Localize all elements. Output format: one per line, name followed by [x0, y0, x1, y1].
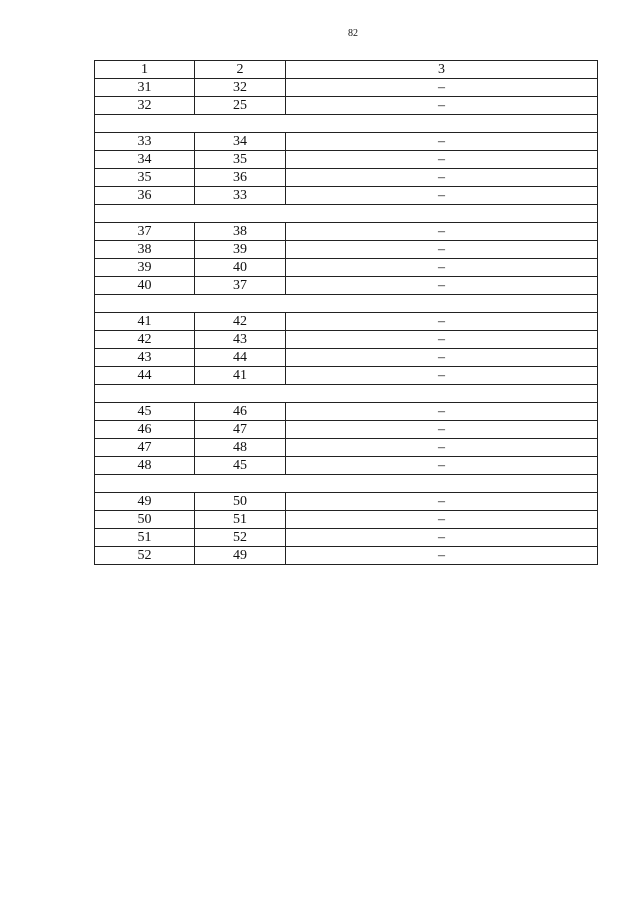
table-cell-col-2: 43: [195, 331, 286, 349]
table-cell-col-1: 45: [95, 403, 195, 421]
header-cell-3: 3: [286, 61, 598, 79]
table-row: [95, 241, 598, 259]
table-cell-col-1: 44: [95, 367, 195, 385]
table-cell-col-3: –: [286, 331, 598, 349]
table-cell-col-3: –: [286, 277, 598, 295]
table-cell-col-3: –: [286, 457, 598, 475]
table-header-row: [95, 61, 598, 79]
table-cell-col-1: 31: [95, 79, 195, 97]
table-cell-col-2: 45: [195, 457, 286, 475]
group-separator-row: [95, 295, 598, 313]
table-cell-col-1: 41: [95, 313, 195, 331]
group-separator-row: [95, 115, 598, 133]
table-cell-col-1: 35: [95, 169, 195, 187]
table-cell-col-2: 40: [195, 259, 286, 277]
table-cell-col-2: 39: [195, 241, 286, 259]
table-cell-col-1: 46: [95, 421, 195, 439]
table-cell-col-2: 51: [195, 511, 286, 529]
table-cell-col-3: –: [286, 151, 598, 169]
table-row: [95, 169, 598, 187]
table-cell-col-1: 43: [95, 349, 195, 367]
table-cell-col-1: 40: [95, 277, 195, 295]
table-cell-col-1: 33: [95, 133, 195, 151]
table-cell-col-1: 39: [95, 259, 195, 277]
table-body: [95, 61, 598, 565]
table-cell-col-1: 50: [95, 511, 195, 529]
table-cell-col-3: –: [286, 511, 598, 529]
table-cell-col-3: –: [286, 97, 598, 115]
table-row: [95, 421, 598, 439]
table-row: [95, 151, 598, 169]
table-cell-col-3: –: [286, 79, 598, 97]
table-cell-col-3: –: [286, 367, 598, 385]
table-row: [95, 367, 598, 385]
table-cell-col-3: –: [286, 223, 598, 241]
table-cell-col-2: 48: [195, 439, 286, 457]
table-cell-col-3: –: [286, 529, 598, 547]
table-cell-col-2: 50: [195, 493, 286, 511]
table-cell-col-1: 32: [95, 97, 195, 115]
table-cell-col-2: 44: [195, 349, 286, 367]
table-row: [95, 97, 598, 115]
table-cell-col-3: –: [286, 547, 598, 565]
page-number: 82: [348, 28, 358, 39]
table-cell-col-1: 51: [95, 529, 195, 547]
table-row: [95, 331, 598, 349]
table-cell-col-2: 49: [195, 547, 286, 565]
table-cell-col-1: 36: [95, 187, 195, 205]
group-separator-row: [95, 205, 598, 223]
table-cell-col-3: –: [286, 313, 598, 331]
table-cell-col-2: 33: [195, 187, 286, 205]
table-cell-col-3: –: [286, 133, 598, 151]
table-row: [95, 223, 598, 241]
table-cell-col-3: –: [286, 169, 598, 187]
table-cell-col-3: –: [286, 493, 598, 511]
table-cell-col-1: 37: [95, 223, 195, 241]
table-cell-col-2: 42: [195, 313, 286, 331]
table-row: [95, 493, 598, 511]
table-cell-col-1: 38: [95, 241, 195, 259]
table-cell-col-2: 36: [195, 169, 286, 187]
table-cell-col-1: 34: [95, 151, 195, 169]
table-cell-col-2: 32: [195, 79, 286, 97]
table-cell-col-3: –: [286, 349, 598, 367]
table-cell-col-1: 47: [95, 439, 195, 457]
table-row: [95, 187, 598, 205]
table-row: [95, 259, 598, 277]
table-cell-col-1: 48: [95, 457, 195, 475]
group-separator-cell: [95, 115, 598, 133]
group-separator-row: [95, 475, 598, 493]
table-row: [95, 529, 598, 547]
group-separator-cell: [95, 475, 598, 493]
header-cell-2: 2: [195, 61, 286, 79]
table-cell-col-3: –: [286, 187, 598, 205]
table-row: [95, 277, 598, 295]
table-cell-col-1: 52: [95, 547, 195, 565]
table-row: [95, 547, 598, 565]
table-cell-col-3: –: [286, 403, 598, 421]
table-row: [95, 79, 598, 97]
table-row: [95, 439, 598, 457]
header-cell-1: 1: [95, 61, 195, 79]
table-cell-col-3: –: [286, 439, 598, 457]
table-cell-col-2: 25: [195, 97, 286, 115]
table-row: [95, 457, 598, 475]
table-cell-col-3: –: [286, 421, 598, 439]
table-cell-col-2: 41: [195, 367, 286, 385]
table-cell-col-2: 47: [195, 421, 286, 439]
table-row: [95, 133, 598, 151]
table-cell-col-2: 52: [195, 529, 286, 547]
table-cell-col-1: 49: [95, 493, 195, 511]
table-row: [95, 511, 598, 529]
table-cell-col-3: –: [286, 259, 598, 277]
table-row: [95, 403, 598, 421]
table-cell-col-2: 35: [195, 151, 286, 169]
group-separator-cell: [95, 385, 598, 403]
table-cell-col-2: 46: [195, 403, 286, 421]
group-separator-cell: [95, 205, 598, 223]
data-table: [94, 60, 598, 565]
table-cell-col-2: 37: [195, 277, 286, 295]
table-cell-col-2: 34: [195, 133, 286, 151]
group-separator-row: [95, 385, 598, 403]
table-cell-col-2: 38: [195, 223, 286, 241]
table-cell-col-1: 42: [95, 331, 195, 349]
table-cell-col-3: –: [286, 241, 598, 259]
table-row: [95, 313, 598, 331]
table-row: [95, 349, 598, 367]
group-separator-cell: [95, 295, 598, 313]
